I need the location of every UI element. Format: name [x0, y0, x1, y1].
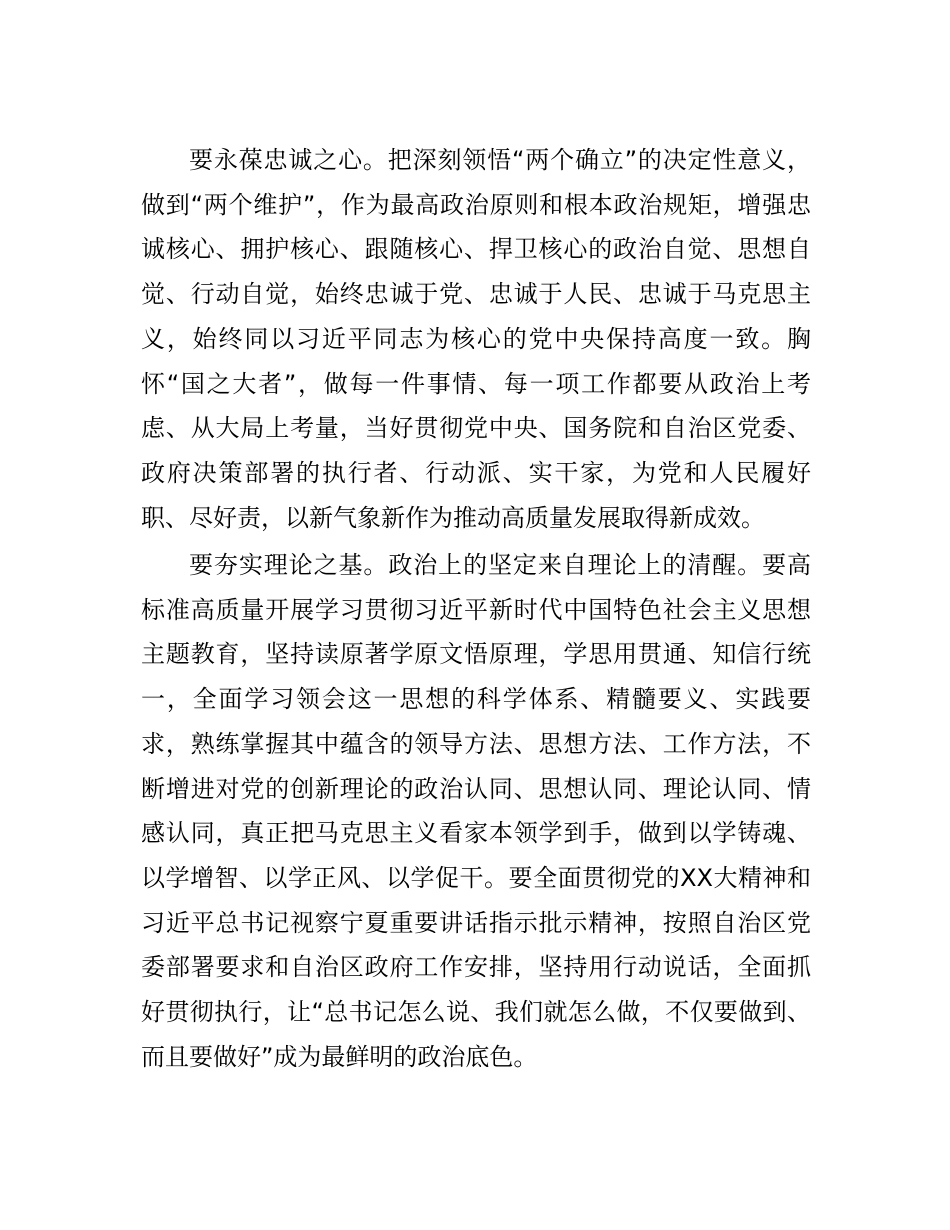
- paragraph-theory: 要夯实理论之基。政治上的坚定来自理论上的清醒。要高标准高质量开展学习贯彻习近平新时代中国特色社会主义思想主题教育，坚持读原著学原文悟原理，学思用贯通、知信行统一，全面学习领会这一思想的科学体系、精髓要义、实践要求，熟练掌握其中蕴含的领导方法、思想方法、工作方法，不断增进对党的创新理论的政治认同、思想认同、理论认同、情感认同，真正把马克思主义看家本领学到手，做到以学铸魂、以学增智、以学正风、以学促干。要全面贯彻党的XX大精神和习近平总书记视察宁夏重要讲话指示批示精神，按照自治区党委部署要求和自治区政府工作安排，坚持用行动说话，全面抓好贯彻执行，让“总书记怎么说、我们就怎么做，不仅要做到、而且要做好”成为最鲜明的政治底色。: [141, 551, 811, 1071]
- paragraph-loyalty: 要永葆忠诚之心。把深刻领悟“两个确立”的决定性意义，做到“两个维护”，作为最高政治原则和根本政治规矩，增强忠诚核心、拥护核心、跟随核心、捍卫核心的政治自觉、思想自觉、行动自觉，始终忠诚于党、忠诚于人民、忠诚于马克思主义，始终同以习近平同志为核心的党中央保持高度一致。胸怀“国之大者”，做每一件事情、每一项工作都要从政治上考虑、从大局上考量，当好贯彻党中央、国务院和自治区党委、政府决策部署的执行者、行动派、实干家，为党和人民履好职、尽好责，以新气象新作为推动高质量发展取得新成效。: [141, 146, 811, 532]
